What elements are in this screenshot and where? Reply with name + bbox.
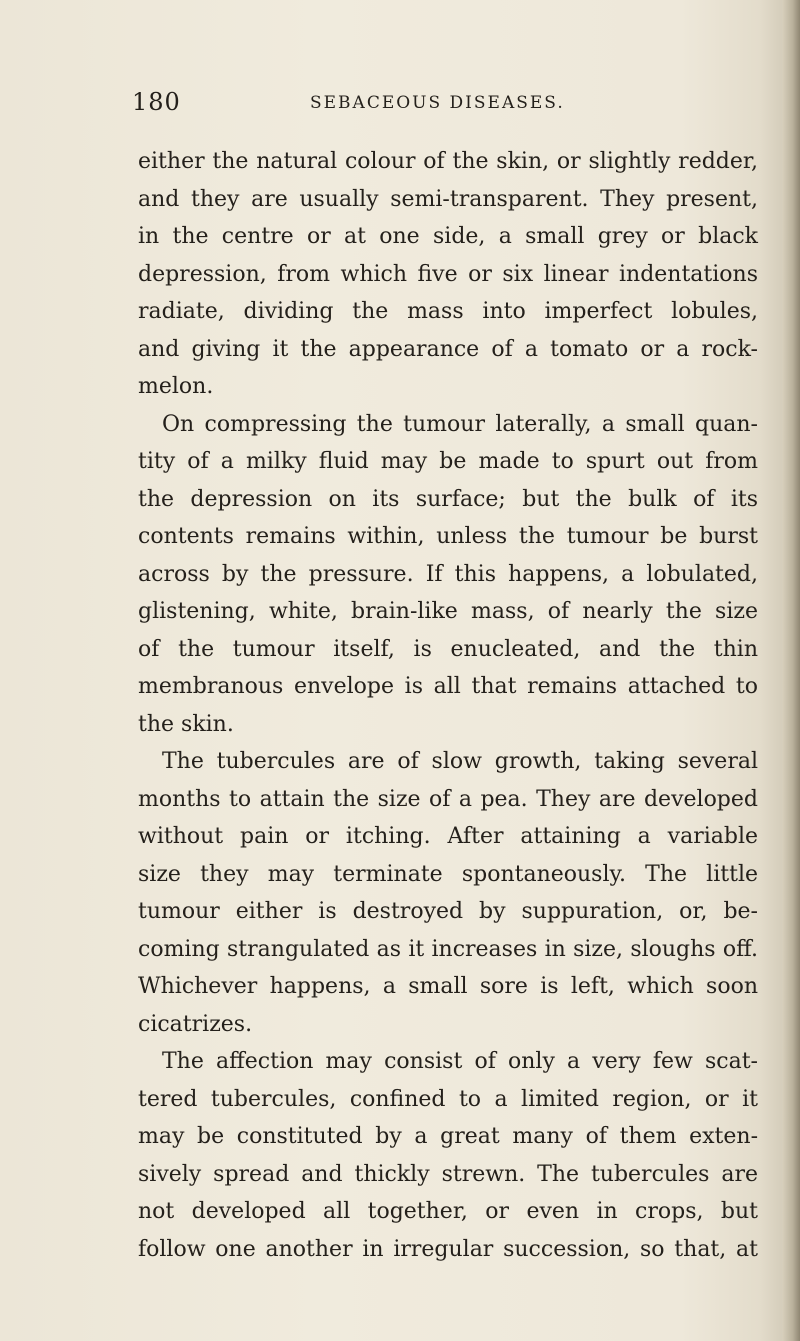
text-line: not developed all together, or even in crops, but <box>138 1199 758 1224</box>
text-line: The affection may consist of only a very few scat- <box>162 1049 758 1074</box>
text-line: melon. <box>138 374 214 399</box>
text-line: coming strangulated as it increases in size, sloughs off. <box>138 936 758 962</box>
text-line: without pain or itching. After attaining a variable <box>138 824 758 849</box>
text-line: either the natural colour of the skin, or slightly redder, <box>138 149 758 174</box>
text-line: contents remains within, unless the tumour be burst <box>138 524 758 549</box>
text-line: in the centre or at one side, a small grey or black <box>138 224 758 249</box>
text-line: and they are usually semi-transparent. They present, <box>138 186 758 212</box>
text-line: the depression on its surface; but the bulk of its <box>138 486 758 512</box>
page-number: 180 <box>132 88 181 116</box>
text-line: membranous envelope is all that remains attached to <box>138 674 758 699</box>
text-line: tered tubercules, confined to a limited region, or it <box>138 1086 758 1112</box>
text-line: radiate, dividing the mass into imperfect lobules, <box>138 299 758 324</box>
text-line: The tubercules are of slow growth, taking several <box>162 749 758 774</box>
text-line: the skin. <box>138 711 234 737</box>
body-text <box>138 143 758 1268</box>
text-line: depression, from which five or six linear indentations <box>138 261 758 287</box>
text-line: Whichever happens, a small sore is left, which soon <box>138 974 758 999</box>
text-line: On compressing the tumour laterally, a small quan- <box>162 411 758 437</box>
text-line: cicatrizes. <box>138 1011 253 1037</box>
text-line: tity of a milky fluid may be made to spurt out from <box>138 449 758 474</box>
text-line: across by the pressure. If this happens, a lobulated, <box>138 561 758 587</box>
text-line: of the tumour itself, is enucleated, and the thin <box>138 636 758 662</box>
page-header <box>132 88 732 128</box>
text-line: may be constituted by a great many of them exten- <box>138 1124 758 1149</box>
text-line: follow one another in irregular succession, so that, at <box>138 1236 758 1262</box>
running-head: SEBACEOUS DISEASES. <box>310 93 565 113</box>
text-line: and giving it the appearance of a tomato or a rock- <box>138 336 758 362</box>
text-line: glistening, white, brain-like mass, of nearly the size <box>138 599 758 624</box>
text-line: months to attain the size of a pea. They are developed <box>138 786 758 812</box>
text-line: sively spread and thickly strewn. The tubercules are <box>138 1161 758 1187</box>
text-line: tumour either is destroyed by suppuration, or, be- <box>138 899 758 924</box>
text-line: size they may terminate spontaneously. The little <box>138 861 758 887</box>
page-edge <box>782 0 800 1341</box>
